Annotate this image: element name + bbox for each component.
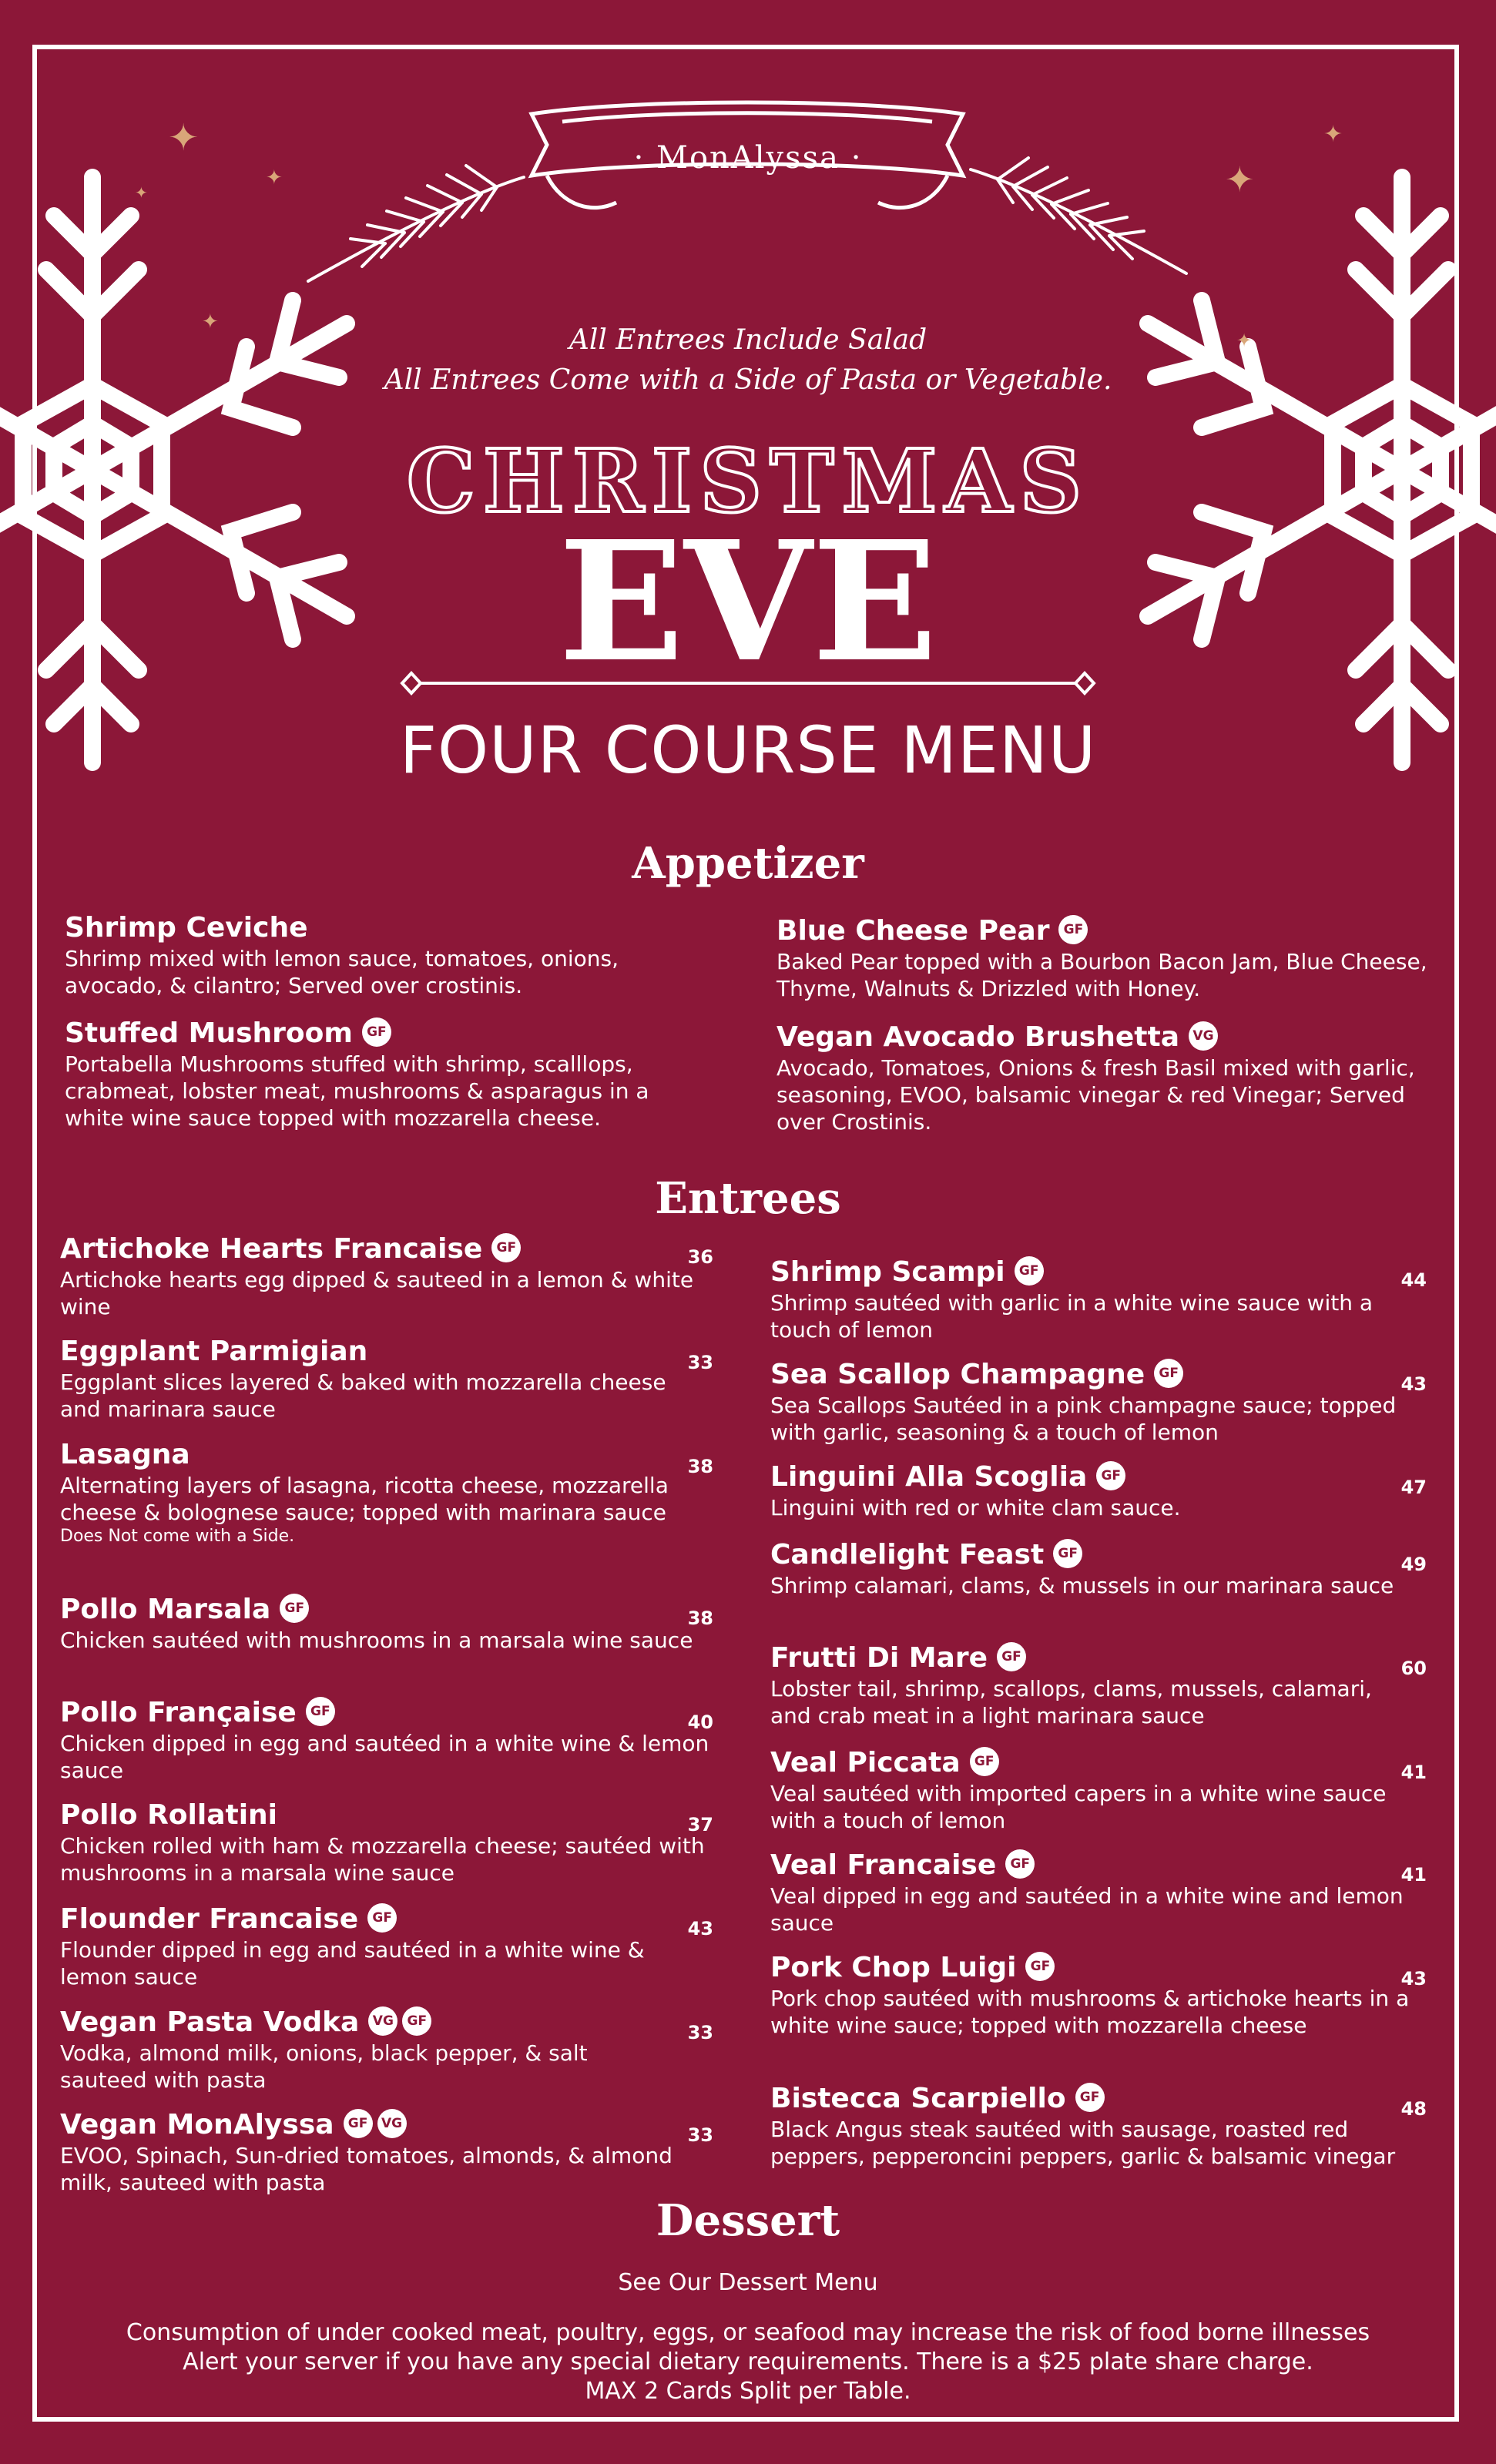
- item-price: 60: [1400, 1658, 1427, 1679]
- entree-item: [770, 1460, 1387, 1521]
- item-description: Vodka, almond milk, onions, black pepper, & salt sauteed with pasta: [60, 2040, 588, 2093]
- food-safety-notice: Consumption of under cooked meat, poultry, eggs, or seafood may increase the risk of food borne illnesses: [126, 2319, 1370, 2346]
- item-name: Sea Scallop Champagne: [770, 1359, 1145, 1390]
- headline-christmas: CHRISTMAS: [406, 431, 1090, 532]
- item-price: 43: [1400, 1968, 1427, 1990]
- gluten-free-badge: GF: [344, 2109, 373, 2138]
- gluten-free-badge: GF: [367, 1903, 397, 1933]
- item-description: Baked Pear topped with a Bourbon Bacon Jam, Blue Cheese, Thyme, Walnuts & Drizzled with Honey.: [777, 949, 1427, 1001]
- sparkle-icon: ✦: [1225, 159, 1255, 200]
- vegan-badge: VG: [377, 2109, 407, 2138]
- item-name: Bistecca Scarpiello: [770, 2083, 1066, 2114]
- card-split-notice: MAX 2 Cards Split per Table.: [585, 2378, 911, 2405]
- item-name: Artichoke Hearts Francaise: [60, 1233, 483, 1265]
- item-price: 40: [687, 1711, 713, 1733]
- item-description: EVOO, Spinach, Sun-dried tomatoes, almonds, & almond milk, sauteed with pasta: [60, 2143, 673, 2195]
- item-description: Alternating layers of lasagna, ricotta cheese, mozzarella cheese & bolognese sauce; topped with marinara sauce: [60, 1473, 669, 1525]
- item-description: Chicken sautéed with mushrooms in a marsala wine sauce: [60, 1628, 693, 1653]
- sparkle-icon: ✦: [1236, 330, 1253, 351]
- item-price: 43: [1400, 1373, 1427, 1395]
- entree-item: [60, 1438, 692, 1547]
- entree-item: [770, 2082, 1433, 2170]
- entree-item: [60, 2108, 676, 2196]
- intro-line-salad: All Entrees Include Salad: [569, 324, 927, 356]
- item-name: Vegan Avocado Brushetta: [777, 1021, 1179, 1053]
- item-description: Avocado, Tomatoes, Onions & fresh Basil mixed with garlic, seasoning, EVOO, balsamic vinegar & red Vinegar; Served over Crostinis.: [777, 1055, 1415, 1135]
- vegan-badge: VG: [1189, 1021, 1218, 1051]
- item-price: 37: [687, 1814, 713, 1835]
- menu-subtitle: FOUR COURSE MENU: [399, 712, 1097, 788]
- gluten-free-badge: GF: [1015, 1256, 1044, 1286]
- gluten-free-badge: GF: [491, 1233, 521, 1262]
- gluten-free-badge: GF: [306, 1697, 335, 1726]
- item-name: Frutti Di Mare: [770, 1642, 988, 1674]
- item-description: Lobster tail, shrimp, scallops, clams, mussels, calamari, and crab meat in a light marinara sauce: [770, 1676, 1372, 1728]
- entree-item: [60, 1799, 707, 1886]
- gluten-free-badge: GF: [1053, 1539, 1082, 1568]
- item-description: Chicken rolled with ham & mozzarella cheese; sautéed with mushrooms in a marsala wine sauce: [60, 1833, 705, 1886]
- gluten-free-badge: GF: [1025, 1952, 1055, 1981]
- entree-item: [770, 1255, 1402, 1343]
- brand-name: · MonAlyssa ·: [633, 140, 863, 176]
- sparkle-icon: ✦: [168, 116, 200, 159]
- gluten-free-badge: GF: [1154, 1359, 1183, 1388]
- item-name: Eggplant Parmigian: [60, 1336, 368, 1367]
- entree-item: [770, 1538, 1402, 1599]
- item-description: Chicken dipped in egg and sautéed in a white wine & lemon sauce: [60, 1731, 709, 1783]
- gluten-free-badge: GF: [970, 1747, 999, 1776]
- item-description: Linguini with red or white clam sauce.: [770, 1495, 1181, 1520]
- gluten-free-badge: GF: [280, 1594, 309, 1623]
- item-description: Shrimp sautéed with garlic in a white wine sauce with a touch of lemon: [770, 1290, 1374, 1343]
- entree-item: [770, 1951, 1417, 2039]
- entree-item: [770, 1746, 1402, 1834]
- item-name: Pollo Marsala: [60, 1594, 271, 1625]
- gluten-free-badge: GF: [1058, 915, 1088, 944]
- entrees-title: Entrees: [655, 1173, 841, 1224]
- item-price: 38: [687, 1456, 713, 1477]
- pine-branch-icon: [297, 158, 528, 289]
- item-price: 49: [1400, 1554, 1427, 1575]
- item-description: Sea Scallops Sautéed in a pink champagne sauce; topped with garlic, seasoning & a touch of lemon: [770, 1393, 1397, 1445]
- item-description: Pork chop sautéed with mushrooms & artichoke hearts in a white wine sauce; topped with mozzarella cheese: [770, 1986, 1410, 2038]
- item-name: Veal Piccata: [770, 1747, 961, 1778]
- sparkle-icon: ✦: [135, 183, 148, 202]
- dessert-title: Dessert: [656, 2195, 840, 2246]
- gluten-free-badge: GF: [1075, 2083, 1105, 2112]
- entree-item: [60, 1902, 707, 1990]
- item-price: 48: [1400, 2098, 1427, 2120]
- entree-item: [770, 1358, 1417, 1446]
- entree-item: [60, 1593, 707, 1654]
- item-price: 44: [1400, 1269, 1427, 1291]
- item-price: 47: [1400, 1477, 1427, 1498]
- item-name: Vegan Pasta Vodka: [60, 2006, 360, 2038]
- entree-item: [60, 1335, 676, 1423]
- entree-item: [770, 1641, 1387, 1729]
- gluten-free-badge: GF: [1005, 1849, 1035, 1879]
- vegan-badge: VG: [368, 2006, 397, 2036]
- item-name: Shrimp Ceviche: [65, 912, 308, 944]
- appetizer-item: [65, 1017, 712, 1131]
- gluten-free-badge: GF: [362, 1017, 391, 1047]
- diamond-divider-icon: [399, 670, 1097, 696]
- entree-item: [60, 1232, 707, 1320]
- item-price: 41: [1400, 1762, 1427, 1783]
- sparkle-icon: ✦: [266, 166, 283, 189]
- appetizer-item: [777, 914, 1431, 1002]
- item-name: Pollo Rollatini: [60, 1799, 278, 1831]
- item-description: Eggplant slices layered & baked with mozzarella cheese and marinara sauce: [60, 1369, 666, 1422]
- item-description: Shrimp calamari, clams, & mussels in our marinara sauce: [770, 1573, 1394, 1598]
- item-description: Artichoke hearts egg dipped & sauteed in a lemon & white wine: [60, 1267, 694, 1319]
- item-name: Pork Chop Luigi: [770, 1952, 1017, 1983]
- item-price: 43: [687, 1918, 713, 1939]
- item-price: 38: [687, 1607, 713, 1629]
- item-price: 33: [687, 2022, 713, 2043]
- sparkle-icon: ✦: [1323, 121, 1343, 148]
- appetizer-item: [65, 911, 712, 999]
- item-description: Shrimp mixed with lemon sauce, tomatoes, onions, avocado, & cilantro; Served over crostinis.: [65, 946, 619, 998]
- item-name: Linguini Alla Scoglia: [770, 1461, 1088, 1493]
- item-note: Does Not come with a Side.: [60, 1527, 295, 1546]
- entree-item: [60, 1696, 715, 1784]
- dietary-notice: Alert your server if you have any special dietary requirements. There is a $25 plate share charge.: [183, 2348, 1313, 2375]
- item-name: Vegan MonAlyssa: [60, 2109, 334, 2140]
- item-description: Veal sautéed with imported capers in a white wine sauce with a touch of lemon: [770, 1781, 1387, 1833]
- item-price: 41: [1400, 1864, 1427, 1886]
- item-name: Shrimp Scampi: [770, 1256, 1005, 1288]
- headline-eve: EVE: [558, 505, 938, 699]
- item-name: Flounder Francaise: [60, 1903, 359, 1935]
- item-price: 33: [687, 2124, 713, 2146]
- gluten-free-badge: GF: [1096, 1461, 1125, 1490]
- item-price: 33: [687, 1352, 713, 1373]
- item-name: Pollo Française: [60, 1697, 297, 1728]
- item-description: Black Angus steak sautéed with sausage, roasted red peppers, pepperoncini peppers, garlic & balsamic vinegar: [770, 2117, 1396, 2169]
- item-price: 36: [687, 1246, 713, 1268]
- appetizer-title: Appetizer: [632, 838, 864, 889]
- item-description: Flounder dipped in egg and sautéed in a white wine & lemon sauce: [60, 1937, 645, 1990]
- gluten-free-badge: GF: [402, 2006, 431, 2036]
- sparkle-icon: ✦: [202, 310, 219, 334]
- entree-item: [60, 2006, 676, 2094]
- item-description: Veal dipped in egg and sautéed in a white wine and lemon sauce: [770, 1883, 1404, 1936]
- item-name: Stuffed Mushroom: [65, 1017, 353, 1049]
- item-name: Candlelight Feast: [770, 1539, 1045, 1571]
- entree-item: [770, 1849, 1417, 1936]
- appetizer-item: [777, 1021, 1431, 1135]
- item-name: Blue Cheese Pear: [777, 915, 1050, 947]
- gluten-free-badge: GF: [997, 1642, 1026, 1671]
- item-description: Portabella Mushrooms stuffed with shrimp, scalllops, crabmeat, lobster meat, mushrooms & asparagus in a white wine sauce topped with mozzarella cheese.: [65, 1051, 649, 1131]
- dessert-note: See Our Dessert Menu: [618, 2269, 878, 2296]
- item-name: Veal Francaise: [770, 1849, 997, 1881]
- item-name: Lasagna: [60, 1439, 190, 1470]
- intro-line-side: All Entrees Come with a Side of Pasta or Vegetable.: [384, 364, 1112, 396]
